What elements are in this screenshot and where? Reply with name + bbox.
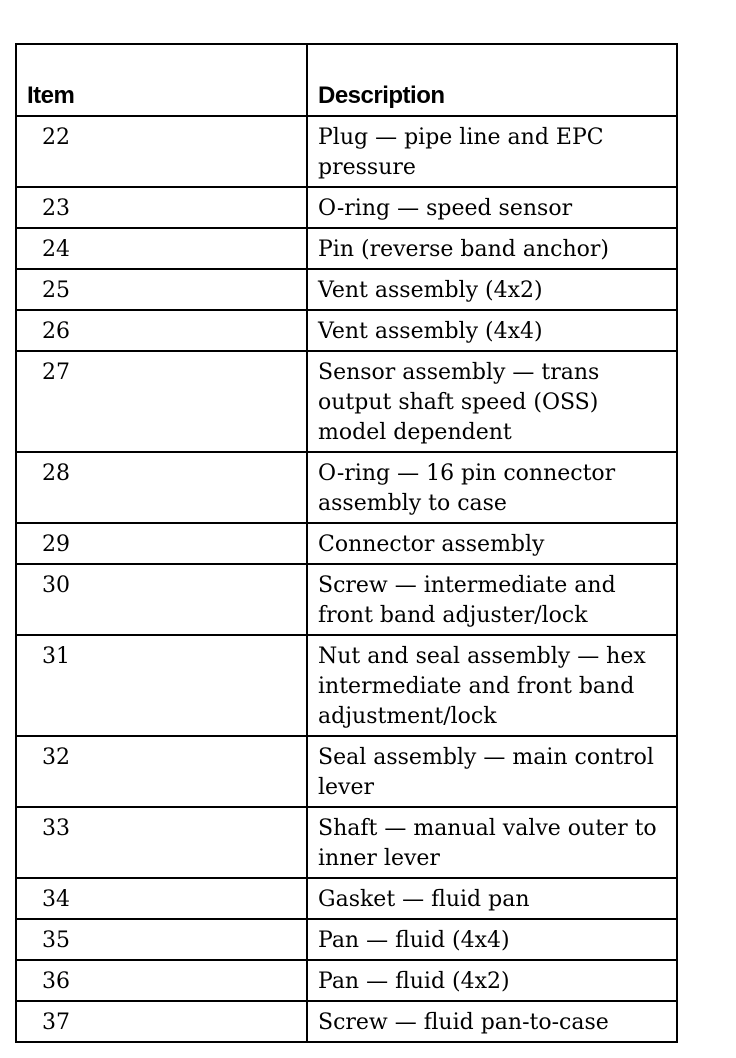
item-number: 34 (16, 878, 307, 919)
item-number: 22 (16, 116, 307, 187)
table-row (16, 1001, 677, 1042)
table-row (16, 523, 677, 564)
item-description (307, 564, 677, 635)
item-number: 30 (16, 564, 307, 635)
table-row (16, 452, 677, 523)
table-row (16, 269, 677, 310)
item-description (307, 1001, 677, 1042)
item-number: 29 (16, 523, 307, 564)
description-line: Vent assembly (4x2) (318, 278, 543, 303)
item-number: 33 (16, 807, 307, 878)
description-line: model dependent (318, 420, 512, 445)
description-line: O-ring — 16 pin connector (318, 461, 616, 486)
item-description (307, 523, 677, 564)
description-line: lever (318, 775, 375, 800)
item-description (307, 269, 677, 310)
item-description (307, 116, 677, 187)
item-description (307, 736, 677, 807)
description-line: output shaft speed (OSS) (318, 390, 599, 415)
table-row (16, 228, 677, 269)
item-description (307, 228, 677, 269)
item-description (307, 919, 677, 960)
description-line: Connector assembly (318, 532, 545, 557)
table-row (16, 878, 677, 919)
item-number: 23 (16, 187, 307, 228)
item-description (307, 351, 677, 452)
table-row (16, 919, 677, 960)
description-line: Pan — fluid (4x4) (318, 928, 510, 953)
header-row (16, 44, 677, 116)
description-line: Plug — pipe line and EPC (318, 125, 604, 150)
header-description: Description (307, 44, 677, 116)
table-row (16, 736, 677, 807)
description-line: Shaft — manual valve outer to (318, 816, 657, 841)
description-line: inner lever (318, 846, 440, 871)
item-number: 27 (16, 351, 307, 452)
item-number: 36 (16, 960, 307, 1001)
description-line: intermediate and front band (318, 674, 635, 699)
item-number: 25 (16, 269, 307, 310)
table-row (16, 187, 677, 228)
description-line: Screw — intermediate and (318, 573, 616, 598)
item-number: 28 (16, 452, 307, 523)
item-description (307, 635, 677, 736)
item-description (307, 310, 677, 351)
description-line: adjustment/lock (318, 704, 497, 729)
table-row (16, 351, 677, 452)
description-line: assembly to case (318, 491, 507, 516)
table-row (16, 635, 677, 736)
parts-table (15, 43, 678, 1043)
item-number: 32 (16, 736, 307, 807)
item-description (307, 878, 677, 919)
item-number: 35 (16, 919, 307, 960)
description-line: front band adjuster/lock (318, 603, 588, 628)
item-description (307, 960, 677, 1001)
description-line: O-ring — speed sensor (318, 196, 573, 221)
table-body (16, 116, 677, 1042)
description-line: Sensor assembly — trans (318, 360, 600, 385)
header-item: Item (16, 44, 307, 116)
description-line: Screw — fluid pan-to-case (318, 1010, 609, 1035)
description-line: Vent assembly (4x4) (318, 319, 543, 344)
item-number: 37 (16, 1001, 307, 1042)
table-row (16, 564, 677, 635)
item-description (307, 452, 677, 523)
item-description (307, 187, 677, 228)
table-row (16, 807, 677, 878)
item-number: 24 (16, 228, 307, 269)
table-row (16, 960, 677, 1001)
item-number: 26 (16, 310, 307, 351)
description-line: Pin (reverse band anchor) (318, 237, 609, 262)
table-row (16, 310, 677, 351)
description-line: Seal assembly — main control (318, 745, 654, 770)
description-line: Gasket — fluid pan (318, 887, 530, 912)
table-row (16, 116, 677, 187)
description-line: Nut and seal assembly — hex (318, 644, 646, 669)
item-description (307, 807, 677, 878)
description-line: Pan — fluid (4x2) (318, 969, 510, 994)
item-number: 31 (16, 635, 307, 736)
description-line: pressure (318, 155, 416, 180)
